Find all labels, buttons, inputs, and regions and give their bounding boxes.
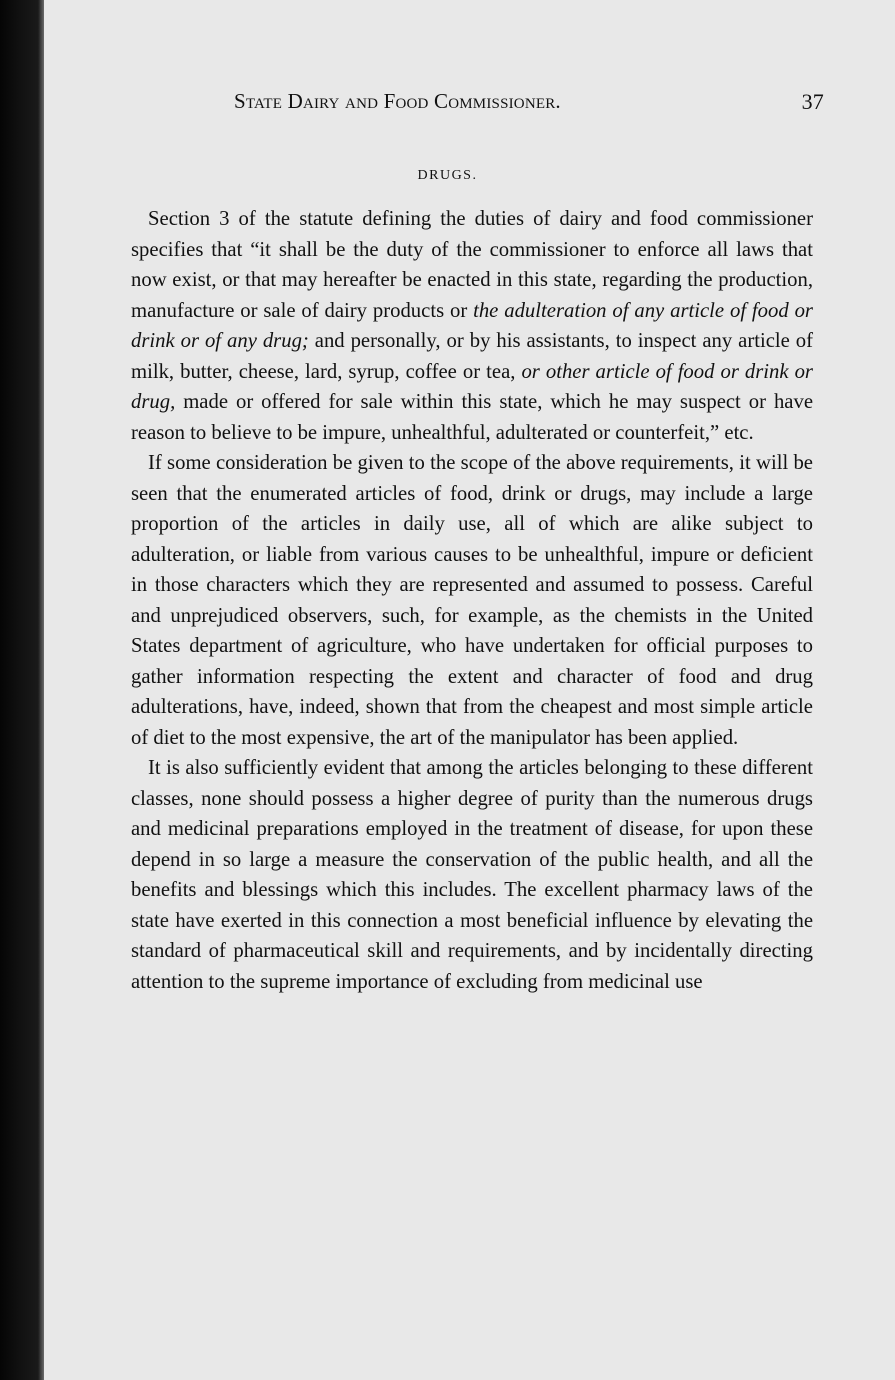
page-number: 37 xyxy=(801,89,824,114)
running-title xyxy=(234,89,561,114)
section-heading: DRUGS. xyxy=(417,168,478,183)
paragraph-1-text-b: and personally, or by his assistants, to inspect any article of milk, butter, cheese, lard, syrup, coffee or tea, xyxy=(131,330,814,383)
paragraph-1-text-a: Section 3 of the statute defining the duties of dairy and food commissioner specifies that “it shall be the duty of the commissioner to enforce all laws that now exist, or that may hereafter be enacted in this state, regarding the production, manufacture or sale of dairy products or xyxy=(131,208,813,322)
book-binding-edge xyxy=(0,0,44,1380)
paragraph-1-italic-a: the adulteration of any article of food or drink or of any drug; xyxy=(131,299,813,352)
paragraph-1-italic-b: or other article of food or drink or drug, xyxy=(131,360,813,413)
paragraph-2: If some consideration be given to the scope of the above requirements, it will be seen that the enumerated articles of food, drink or drugs, may include a large proportion of the articles in daily use, all of which are alike subject to adulteration, or liable from various causes to be unhealthful, impure or deficient in those characters which they are represented and assumed to possess. Careful and unprejudiced observers, such, for example, as the chemists in the United States department of agriculture, who have undertaken for official purposes to gather information respecting the extent and character of food and drug adulterations, have, indeed, shown that from the cheapest and most simple article of diet to the most expensive, the art of the manipulator has been applied. xyxy=(131,452,813,749)
page-header xyxy=(234,89,824,119)
paragraph-1 xyxy=(131,204,813,448)
paragraph-1-text-c: made or offered for sale within this state, which he may suspect or have reason to believe to be impure, unhealthful, adulterated or counterfeit,” etc. xyxy=(131,391,813,444)
paragraph-3: It is also sufficiently evident that among the articles belonging to these different classes, none should possess a higher degree of purity than the numerous drugs and medicinal preparations employed in the treatment of disease, for upon these depend in so large a measure the conservation of the public health, and all the benefits and blessings which this includes. The excellent pharmacy laws of the state have exerted in this connection a most beneficial influence by elevating the standard of pharmaceutical skill and requirements, and by incidentally directing attention to the supreme importance of excluding from medicinal use xyxy=(131,757,813,993)
running-title-text: State Dairy and Food Commissioner. xyxy=(234,89,561,113)
body-text xyxy=(131,204,813,997)
